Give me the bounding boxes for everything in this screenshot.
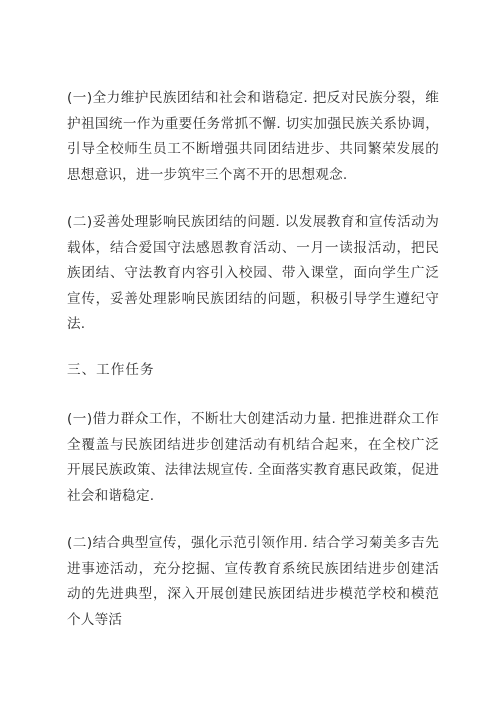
paragraph-mass-work: (一)借力群众工作，不断壮大创建活动力量. 把推进群众工作全覆盖与民族团结进步创建活动有机结合起来，在全校广泛开展民族政策、法律法规宣传. 全面落实教育惠民政策，促进社会和谐稳定. — [67, 411, 439, 504]
section-heading: 三、工作任务 — [67, 361, 155, 378]
paragraph-maintain-unity: (一)全力维护民族团结和社会和谐稳定. 把反对民族分裂，维护祖国统一作为重要任务常抓不懈. 切实加强民族关系协调，引导全校师生员工不断增强共同团结进步、共同繁荣发展的思想意识，进一步筑牢三个离不开的思想观念. — [67, 90, 439, 183]
paragraph-handle-issues: (二)妥善处理影响民族团结的问题. 以发展教育和宣传活动为载体，结合爱国守法感恩教育活动、一月一读报活动，把民族团结、守法教育内容引入校园、带入课堂，面向学生广泛宣传，妥善处理影响民族团结的问题，积极引导学生遵纪守法. — [67, 214, 439, 332]
paragraph-typical-publicity: (二)结合典型宣传，强化示范引领作用. 结合学习菊美多吉先进事迹活动，充分挖掘、宣传教育系统民族团结进步创建活动的先进典型，深入开展创建民族团结进步模范学校和模范个人等活 — [67, 535, 439, 628]
document-body — [67, 86, 439, 633]
